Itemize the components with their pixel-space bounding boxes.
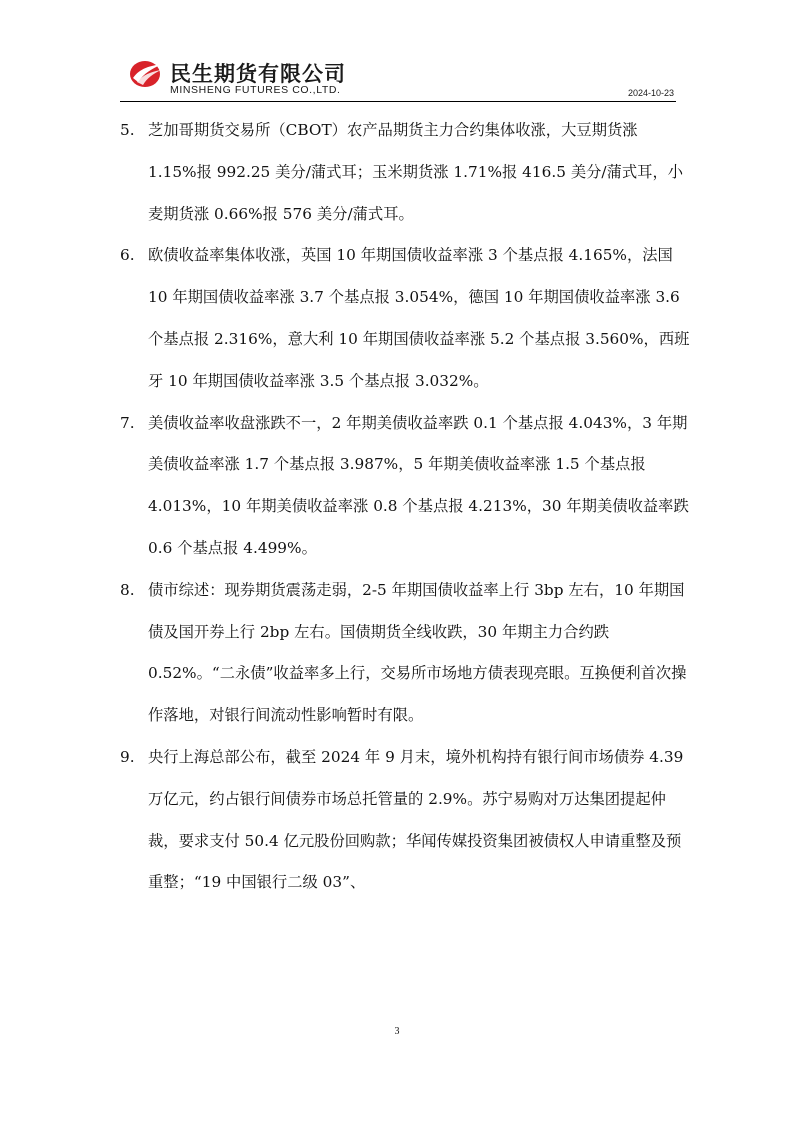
item-number: 5. <box>120 121 135 139</box>
news-item-5 <box>120 110 690 235</box>
company-logo-icon <box>128 58 164 90</box>
news-item-6 <box>120 235 690 402</box>
item-text: 芝加哥期货交易所（CBOT）农产品期货主力合约集体收涨，大豆期货涨 1.15%报 992.25 美分/蒲式耳；玉米期货涨 1.71%报 416.5 美分/蒲式耳，小麦期货涨 0.66%报 576 美分/蒲式耳。 <box>148 121 684 223</box>
item-text: 欧债收益率集体收涨，英国 10 年期国债收益率涨 3 个基点报 4.165%，法国 10 年期国债收益率涨 3.7 个基点报 3.054%，德国 10 年期国债收益率涨 3.6 个基点报 2.316%，意大利 10 年期国债收益率涨 5.2 个基点报 3.560%，西班牙 10 年期国债收益率涨 3.5 个基点报 3.032%。 <box>148 246 690 390</box>
item-text: 美债收益率收盘涨跌不一，2 年期美债收益率跌 0.1 个基点报 4.043%，3 年期美债收益率涨 1.7 个基点报 3.987%，5 年期美债收益率涨 1.5 个基点报 4.013%，10 年期美债收益率涨 0.8 个基点报 4.213%，30 年期美债收益率跌 0.6 个基点报 4.499%。 <box>148 413 689 557</box>
company-name-en: MINSHENG FUTURES CO.,LTD. <box>170 84 341 96</box>
item-number: 9. <box>120 747 135 766</box>
news-item-7 <box>120 403 690 570</box>
item-number: 8. <box>120 580 135 599</box>
item-text: 央行上海总部公布，截至 2024 年 9 月末，境外机构持有银行间市场债券 4.39 万亿元，约占银行间债券市场总托管量的 2.9%。苏宁易购对万达集团提起仲裁，要求支付 50.4 亿元股份回购款；华闻传媒投资集团被债权人申请重整及预重整；“19 中国银行二级 03”、 <box>148 747 684 892</box>
page-number: 3 <box>394 1026 400 1037</box>
header-divider <box>120 101 676 102</box>
news-item-8 <box>120 570 690 737</box>
company-name-cn: 民生期货有限公司 <box>170 62 346 86</box>
report-date: 2024-10-23 <box>627 88 674 98</box>
item-number: 7. <box>120 413 135 432</box>
item-text: 债市综述：现券期货震荡走弱，2-5 年期国债收益率上行 3bp 左右，10 年期国债及国开券上行 2bp 左右。国债期货全线收跌，30 年期主力合约跌 0.52%。“二永债”收益率多上行，交易所市场地方债表现亮眼。互换便利首次操作落地，对银行间流动性影响暂时有限。 <box>148 580 687 725</box>
item-number: 6. <box>120 246 135 265</box>
news-list <box>120 110 690 904</box>
news-item-9 <box>120 737 690 904</box>
page-header <box>120 50 676 102</box>
